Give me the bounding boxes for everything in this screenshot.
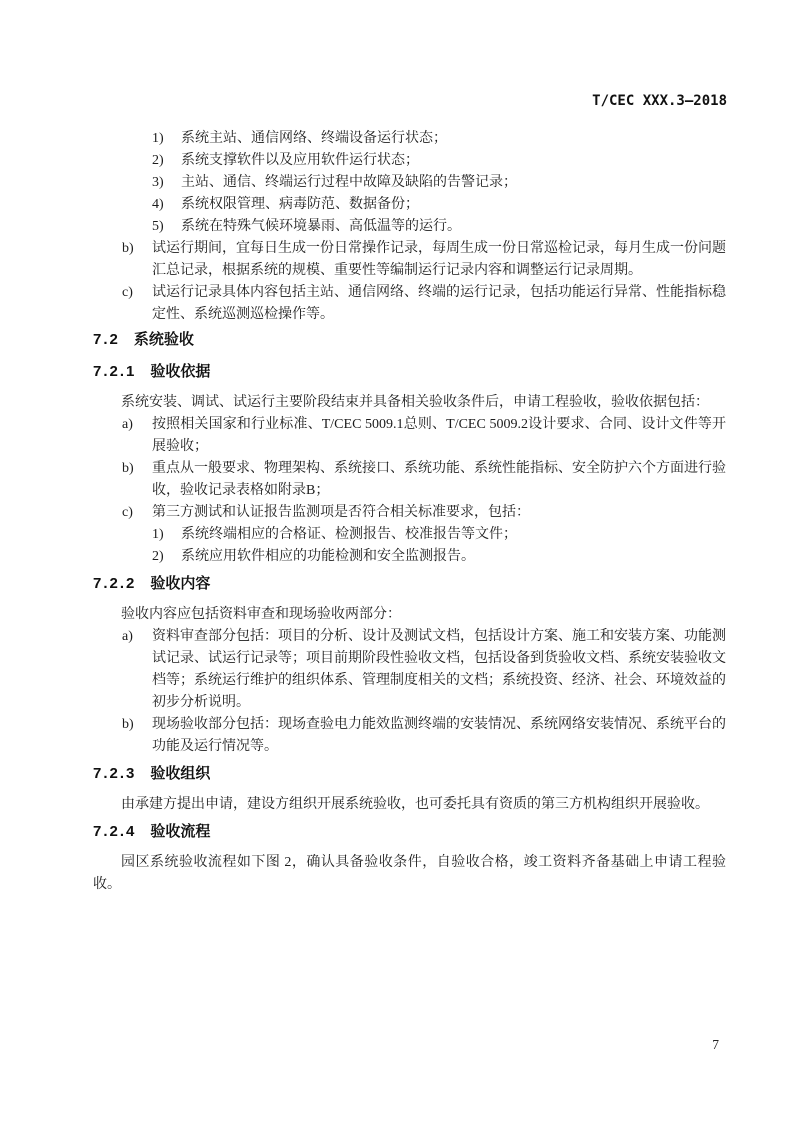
list-marker: a) — [122, 629, 133, 644]
list-item-text: 第三方测试和认证报告监测项是否符合相关标准要求，包括： — [152, 505, 530, 520]
subsection-number: 7.2.4 — [93, 823, 137, 840]
list-item-text: 按照相关国家和行业标准、T/CEC 5009.1总则、T/CEC 5009.2设计要求、合同、设计文件等开展验收； — [152, 417, 726, 454]
list-marker: 4) — [152, 197, 164, 212]
paragraph: 由承建方提出申请，建设方组织开展系统验收，也可委托具有资质的第三方机构组织开展验收。 — [121, 797, 709, 812]
subsection-heading-7-2-2 — [93, 572, 726, 596]
list-item-text: 重点从一般要求、物理架构、系统接口、系统功能、系统性能指标、安全防护六个方面进行验收，验收记录表格如附录B； — [152, 461, 726, 498]
list-item — [93, 714, 726, 758]
doc-code: T/CEC XXX.3—2018 — [592, 93, 727, 109]
subsection-heading-7-2-4 — [93, 820, 726, 844]
page-number: 7 — [712, 1037, 719, 1052]
paragraph: 系统安装、调试、试运行主要阶段结束并具备相关验收条件后，申请工程验收，验收依据包括： — [121, 395, 709, 410]
section-number: 7.2 — [93, 331, 120, 348]
list-marker: b) — [122, 241, 134, 256]
list-marker: 2) — [152, 153, 164, 168]
list-item-text: 现场验收部分包括：现场查验电力能效监测终端的安装情况、系统网络安装情况、系统平台的功能及运行情况等。 — [152, 717, 726, 754]
list-item-text: 资料审查部分包括：项目的分析、设计及测试文档，包括设计方案、施工和安装方案、功能测试记录、试运行记录等；项目前期阶段性验收文档，包括设备到货验收文档、系统安装验收文档等；系统运行维护的组织体系、管理制度相关的文档；系统投资、经济、社会、环境效益的初步分析说明。 — [152, 629, 726, 710]
list-item — [93, 194, 726, 216]
list-item-text: 系统支撑软件以及应用软件运行状态； — [181, 153, 419, 168]
subsection-number: 7.2.1 — [93, 363, 137, 380]
subsection-number: 7.2.2 — [93, 575, 137, 592]
list-marker: 2) — [152, 549, 164, 564]
list-item — [93, 458, 726, 502]
list-marker: b) — [122, 461, 134, 476]
paragraph: 园区系统验收流程如下图 2，确认具备验收条件，自验收合格，竣工资料齐备基础上申请工程验收。 — [93, 855, 726, 892]
subsection-title: 验收内容 — [150, 575, 211, 592]
list-item — [93, 216, 726, 238]
section-heading-7-2 — [93, 328, 726, 352]
list-marker: 3) — [152, 175, 164, 190]
list-item — [93, 524, 726, 546]
list-item-text: 系统权限管理、病毒防范、数据备份； — [181, 197, 419, 212]
subsection-heading-7-2-1 — [93, 360, 726, 384]
list-item-text: 系统在特殊气候环境暴雨、高低温等的运行。 — [181, 219, 461, 234]
list-item — [93, 502, 726, 524]
list-item-text: 系统主站、通信网络、终端设备运行状态； — [181, 131, 447, 146]
subsection-title: 验收组织 — [150, 765, 211, 782]
subsection-heading-7-2-3 — [93, 762, 726, 786]
subsection-title: 验收依据 — [150, 363, 211, 380]
list-marker: c) — [122, 505, 133, 520]
list-item-text: 试运行期间，宜每日生成一份日常操作记录，每周生成一份日常巡检记录，每月生成一份问题汇总记录，根据系统的规模、重要性等编制运行记录内容和调整运行记录周期。 — [152, 241, 726, 278]
list-item-text: 主站、通信、终端运行过程中故障及缺陷的告警记录； — [181, 175, 517, 190]
list-item-text: 试运行记录具体内容包括主站、通信网络、终端的运行记录，包括功能运行异常、性能指标稳定性、系统巡测巡检操作等。 — [152, 285, 726, 322]
list-item — [93, 128, 726, 150]
list-item-text: 系统应用软件相应的功能检测和安全监测报告。 — [181, 549, 475, 564]
list-item — [93, 626, 726, 714]
subsection-number: 7.2.3 — [93, 765, 137, 782]
list-marker: 1) — [152, 527, 164, 542]
list-marker: c) — [122, 285, 133, 300]
list-item-text: 系统终端相应的合格证、检测报告、校准报告等文件； — [181, 527, 517, 542]
list-item — [93, 546, 726, 568]
list-item — [93, 238, 726, 282]
subsection-title: 验收流程 — [150, 823, 211, 840]
list-marker: a) — [122, 417, 133, 432]
list-item — [93, 282, 726, 326]
section-title: 系统验收 — [133, 331, 194, 348]
list-marker: b) — [122, 717, 134, 732]
paragraph: 验收内容应包括资料审查和现场验收两部分： — [121, 607, 401, 622]
list-item — [93, 414, 726, 458]
page-content — [93, 128, 726, 896]
list-marker: 5) — [152, 219, 164, 234]
list-marker: 1) — [152, 131, 164, 146]
list-item — [93, 172, 726, 194]
list-item — [93, 150, 726, 172]
